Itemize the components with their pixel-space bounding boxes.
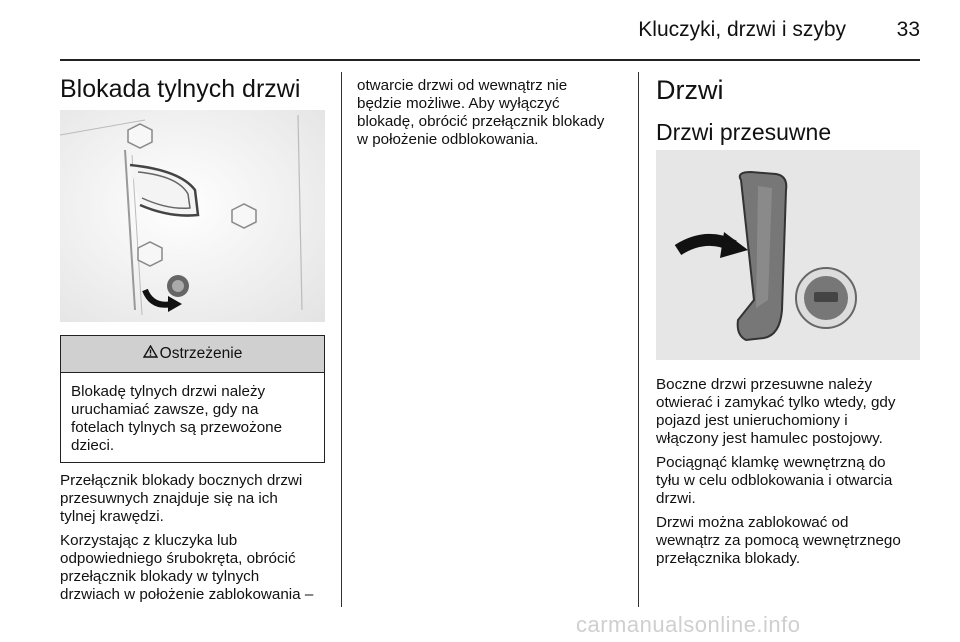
header-rule (60, 59, 920, 61)
text-line: Drzwi można zablokować od (656, 514, 849, 531)
right-body-text (656, 376, 920, 574)
warning-header (61, 336, 324, 373)
text-line: drzwi. (656, 490, 696, 507)
text-line: pojazd jest unieruchomiony i (656, 412, 848, 429)
text-line: przesuwnych znajduje się na ich (60, 490, 278, 507)
text-line: otwierać i zamykać tylko wtedy, gdy (656, 394, 896, 411)
page-number: 33 (896, 18, 920, 41)
text-line: włączony jest hamulec postojowy. (656, 430, 883, 447)
paragraph (60, 472, 330, 526)
text-line: blokadę, obrócić przełącznik blokady (357, 113, 605, 130)
text-line: w położenie odblokowania. (357, 131, 539, 148)
text-line: tyłu w celu odblokowania i otwarcia (656, 472, 893, 489)
sliding-door-handle-illustration (656, 150, 920, 360)
text-line: otwarcie drzwi od wewnątrz nie (357, 77, 568, 94)
paragraph (60, 532, 330, 604)
warning-box (60, 335, 325, 463)
header-title: Kluczyki, drzwi i szyby (638, 18, 846, 41)
warning-title: Ostrzeżenie (159, 345, 243, 362)
rear-door-lock-illustration (60, 110, 325, 322)
text-line: Pociągnąć klamkę wewnętrzną do (656, 454, 886, 471)
watermark: carmanualsonline.info (576, 612, 801, 637)
middle-column (357, 77, 617, 155)
subsection-heading-sliding-door: Drzwi przesuwne (656, 119, 832, 145)
section-heading-rear-door-lock: Blokada tylnych drzwi (60, 75, 301, 103)
text-line: Boczne drzwi przesuwne należy (656, 376, 873, 393)
warning-line: uruchamiać zawsze, gdy na (71, 401, 259, 418)
text-line: odpowiedniego śrubokręta, obrócić (60, 550, 296, 567)
paragraph (357, 77, 617, 149)
text-line: tylnej krawędzi. (60, 508, 164, 525)
warning-triangle-icon (143, 336, 158, 372)
text-line: będzie możliwe. Aby wyłączyć (357, 95, 560, 112)
text-line: drzwiach w położenie zablokowania – (60, 586, 314, 603)
column-divider (341, 72, 342, 607)
warning-line: fotelach tylnych są przewożone (71, 419, 283, 436)
text-line: przełącznik blokady w tylnych (60, 568, 260, 585)
paragraph (656, 376, 920, 448)
section-heading-doors: Drzwi (656, 75, 724, 105)
text-line: Przełącznik blokady bocznych drzwi (60, 472, 303, 489)
paragraph (656, 514, 920, 568)
warning-text (61, 373, 324, 455)
text-line: Korzystając z kluczyka lub (60, 532, 238, 549)
left-column (60, 74, 325, 104)
text-line: przełącznika blokady. (656, 550, 801, 567)
warning-line: Blokadę tylnych drzwi należy (71, 383, 266, 400)
warning-line: dzieci. (71, 437, 115, 454)
column-divider (638, 72, 639, 607)
text-line: wewnątrz za pomocą wewnętrznego (656, 532, 901, 549)
paragraph (656, 454, 920, 508)
left-body-text (60, 472, 330, 610)
right-column (656, 74, 920, 146)
